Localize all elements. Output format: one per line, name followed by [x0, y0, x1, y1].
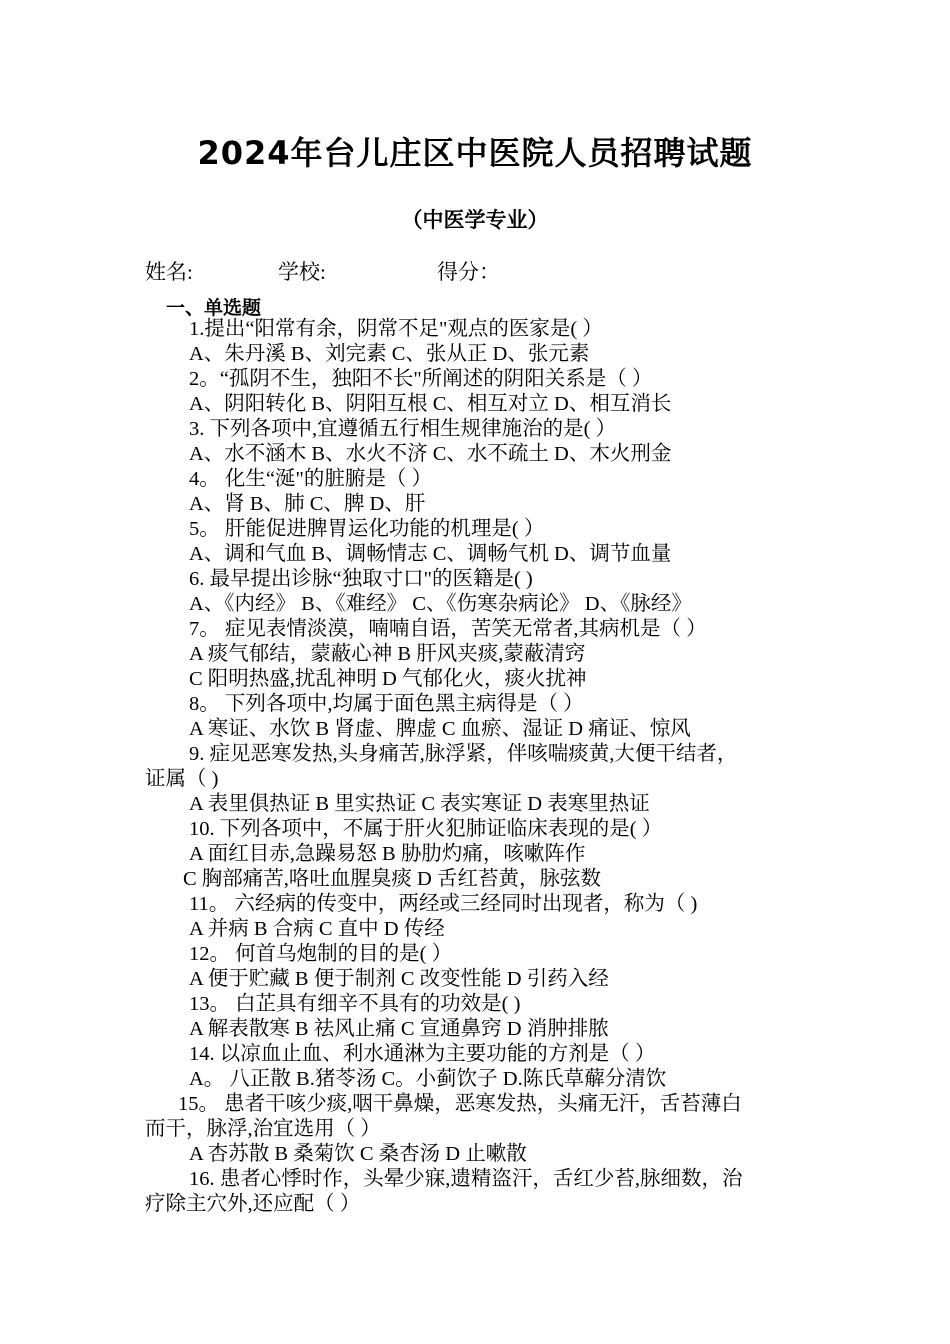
question-line: 13。 白芷具有细辛不具有的功效是( ): [189, 993, 521, 1015]
options-line: A、阴阳转化 B、阴阳互根 C、相互对立 D、相互消长: [189, 393, 672, 415]
question-line: 6. 最早提出诊脉“独取寸口"的医籍是( ): [189, 568, 533, 590]
question-line: 16. 患者心悸时作，头晕少寐,遗精盗汗，舌红少苔,脉细数，治: [189, 1168, 743, 1190]
options-line: A 寒证、水饮 B 肾虚、脾虚 C 血瘀、湿证 D 痛证、惊风: [189, 718, 691, 740]
options-line: C 胸部痛苦,咯吐血腥臭痰 D 舌红苔黄，脉弦数: [183, 868, 601, 890]
section-heading: 一、单选题: [166, 297, 262, 319]
question-line: 1.提出“阳常有余，阴常不足"观点的医家是( ）: [189, 318, 603, 340]
school-label: 学校:: [278, 260, 326, 284]
question-line-continued: 疗除主穴外,还应配（ ）: [145, 1193, 361, 1215]
question-line: 9. 症见恶寒发热,头身痛苦,脉浮紧，伴咳喘痰黄,大便干结者，: [189, 743, 738, 765]
question-line: 15。 患者干咳少痰,咽干鼻燥，恶寒发热，头痛无汗，舌苔薄白: [178, 1093, 742, 1115]
page-title: 2024年台儿庄区中医院人员招聘试题: [197, 134, 753, 172]
question-line: 11。 六经病的传变中，两经或三经同时出现者，称为（ ): [189, 893, 698, 915]
question-line: 5。 肝能促进脾胃运化功能的机理是( ）: [189, 518, 545, 540]
options-line: A 痰气郁结，蒙蔽心神 B 肝风夹痰,蒙蔽清窍: [189, 643, 586, 665]
options-line: C 阳明热盛,扰乱神明 D 气郁化火，痰火扰神: [189, 668, 587, 690]
question-line: 7。 症见表情淡漠，喃喃自语，苦笑无常者,其病机是（ ）: [189, 618, 707, 640]
question-line: 3. 下列各项中,宜遵循五行相生规律施治的是( ）: [189, 418, 617, 440]
options-line: A、《内经》 B、《难经》 C、《伤寒杂病论》 D、《脉经》: [189, 593, 692, 615]
options-line: A 表里俱热证 B 里实热证 C 表实寒证 D 表寒里热证: [189, 793, 650, 815]
question-line-continued: 证属（ ): [145, 768, 219, 790]
question-line: 4。 化生“涎"的脏腑是（ ）: [189, 468, 432, 490]
options-line: A 面红目赤,急躁易怒 B 胁肋灼痛，咳嗽阵作: [189, 843, 586, 865]
options-line: A 并病 B 合病 C 直中 D 传经: [189, 918, 445, 940]
page-subtitle: （中医学专业）: [401, 208, 549, 232]
question-line-continued: 而干，脉浮,治宜选用（ ）: [145, 1118, 381, 1140]
options-line: A 杏苏散 B 桑菊饮 C 桑杏汤 D 止嗽散: [189, 1143, 527, 1165]
options-line: A、调和气血 B、调畅情志 C、调畅气机 D、调节血量: [189, 543, 672, 565]
score-label: 得分：: [437, 260, 500, 284]
name-label: 姓名:: [145, 260, 193, 284]
question-line: 12。 何首乌炮制的目的是( ）: [189, 943, 453, 965]
question-line: 10. 下列各项中，不属于肝火犯肺证临床表现的是( ）: [189, 818, 663, 840]
options-line: A、朱丹溪 B、刘完素 C、张从正 D、张元素: [189, 343, 590, 365]
options-line: A。 八正散 B.猪苓汤 C。小蓟饮子 D.陈氏草薢分清饮: [189, 1068, 667, 1090]
options-line: A 解表散寒 B 祛风止痛 C 宣通鼻窍 D 消肿排脓: [189, 1018, 609, 1040]
question-line: 8。 下列各项中,均属于面色黑主病得是（ ）: [189, 693, 584, 715]
options-line: A 便于贮藏 B 便于制剂 C 改变性能 D 引药入经: [189, 968, 609, 990]
question-line: 2。“孤阴不生，独阳不长"所阐述的阴阳关系是（ ）: [189, 368, 653, 390]
options-line: A、水不涵木 B、水火不济 C、水不疏土 D、木火刑金: [189, 443, 672, 465]
options-line: A、肾 B、肺 C、脾 D、肝: [189, 493, 426, 515]
question-line: 14. 以凉血止血、利水通淋为主要功能的方剂是（ ）: [189, 1043, 656, 1065]
